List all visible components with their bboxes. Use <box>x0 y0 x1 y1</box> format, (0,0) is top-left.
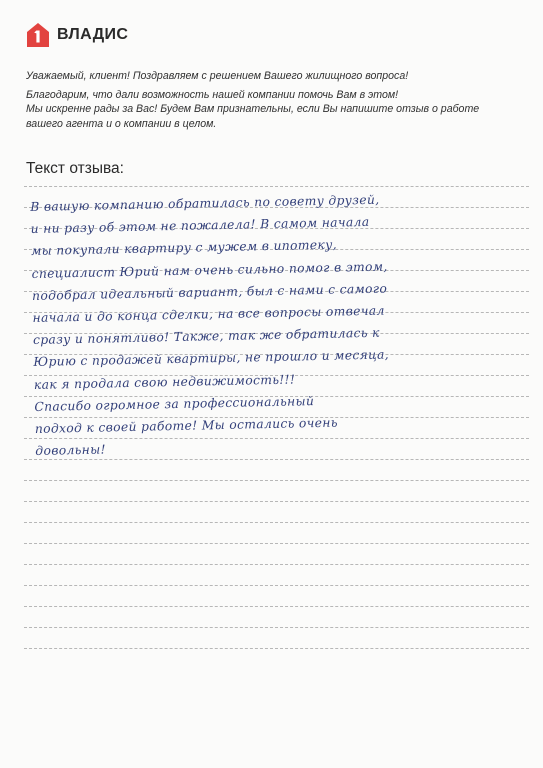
ruled-line <box>24 522 529 523</box>
ruled-line <box>24 606 529 607</box>
house-logo-icon <box>26 22 50 48</box>
handwritten-line: подход к своей работе! Мы остались очень <box>34 415 338 436</box>
handwritten-line: и ни разу об этом не пожалела! В самом начала <box>30 215 370 237</box>
ruled-line <box>24 648 529 649</box>
brand-name: ВЛАДИС <box>57 26 129 43</box>
handwritten-line: специалист Юрий нам очень сильно помог в этом, <box>31 259 388 281</box>
handwritten-line: довольны! <box>35 442 106 459</box>
ruled-line <box>24 480 529 481</box>
greeting-line: Уважаемый, клиент! Поздравляем с решением Вашего жилищного вопроса! <box>26 70 409 82</box>
ruled-line <box>24 564 529 565</box>
handwritten-line: начала и до конца сделки, на все вопросы отвечал <box>32 303 385 325</box>
handwritten-line: как я продала свою недвижимость!!! <box>33 372 296 392</box>
handwritten-line: Юрию с продажей квартиры, не прошло и месяца, <box>33 347 390 370</box>
review-section-title: Текст отзыва: <box>26 160 124 177</box>
request-line-cont: вашего агента и о компании в целом. <box>26 117 217 130</box>
request-line: Мы искренне рады за Вас! Будем Вам признательны, если Вы напишите отзыв о работе <box>26 103 480 115</box>
handwritten-line: В вашую компанию обратилась по совету друзей, <box>30 192 380 214</box>
thanks-line: Благодарим, что дали возможность нашей компании помочь Вам в этом! <box>26 88 399 101</box>
ruled-line <box>24 585 529 586</box>
handwritten-line: мы покупали квартиру с мужем в ипотеку, <box>31 237 338 259</box>
handwritten-line: подобрал идеальный вариант, был с нами с самого <box>31 281 388 303</box>
handwritten-review <box>30 186 531 463</box>
handwritten-line: сразу и понятливо! Также, так же обратилась к <box>32 325 380 348</box>
intro-text <box>26 69 516 131</box>
handwritten-line: Спасибо огромное за профессиональный <box>34 393 315 414</box>
brand-logo <box>26 22 128 48</box>
ruled-line <box>24 543 529 544</box>
ruled-line <box>24 501 529 502</box>
ruled-line <box>24 627 529 628</box>
